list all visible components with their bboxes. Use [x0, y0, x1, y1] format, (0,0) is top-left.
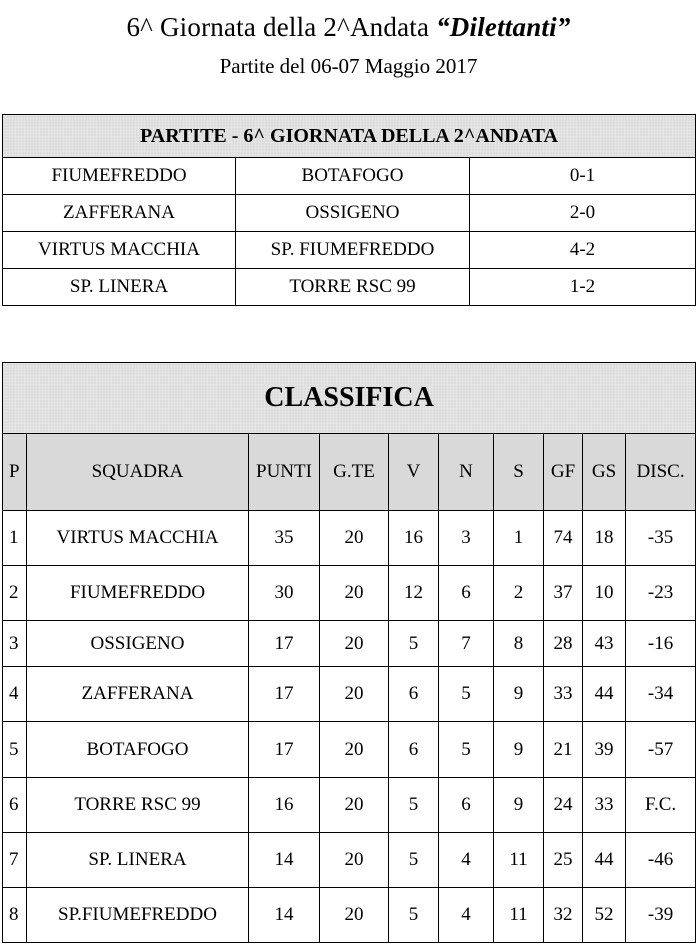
- cell-points: 17: [249, 667, 320, 722]
- match-home: ZAFFERANA: [3, 195, 236, 232]
- col-header-draws: N: [439, 434, 494, 511]
- match-score: 4-2: [470, 232, 696, 269]
- cell-played: 20: [320, 722, 389, 778]
- page-subtitle: Partite del 06-07 Maggio 2017: [219, 54, 478, 78]
- match-away: TORRE RSC 99: [236, 269, 470, 306]
- cell-points: 35: [249, 511, 320, 566]
- cell-losses: 9: [494, 667, 544, 722]
- title-emphasis: “Dilettanti”: [436, 12, 571, 42]
- cell-goals-against: 52: [583, 888, 626, 943]
- match-home: FIUMEFREDDO: [3, 158, 236, 195]
- cell-goals-against: 18: [583, 511, 626, 566]
- match-row: [3, 269, 696, 306]
- cell-position: 2: [3, 566, 27, 621]
- cell-position: 1: [3, 511, 27, 566]
- cell-goals-for: 21: [544, 722, 583, 778]
- cell-points: 30: [249, 566, 320, 621]
- match-away: BOTAFOGO: [236, 158, 470, 195]
- cell-wins: 5: [389, 621, 439, 667]
- cell-wins: 6: [389, 722, 439, 778]
- cell-goals-for: 25: [544, 833, 583, 888]
- col-header-goals-for: GF: [544, 434, 583, 511]
- match-row: [3, 158, 696, 195]
- cell-draws: 7: [439, 621, 494, 667]
- cell-wins: 5: [389, 833, 439, 888]
- standings-row: [3, 621, 696, 667]
- match-row: [3, 232, 696, 269]
- match-away: SP. FIUMEFREDDO: [236, 232, 470, 269]
- standings-row: [3, 566, 696, 621]
- cell-wins: 5: [389, 888, 439, 943]
- cell-goals-against: 33: [583, 778, 626, 833]
- standings-table: [2, 362, 696, 943]
- cell-losses: 11: [494, 833, 544, 888]
- cell-team: SP. LINERA: [27, 833, 249, 888]
- cell-team: BOTAFOGO: [27, 722, 249, 778]
- cell-goals-for: 24: [544, 778, 583, 833]
- cell-losses: 11: [494, 888, 544, 943]
- standings-row: [3, 778, 696, 833]
- match-row: [3, 195, 696, 232]
- cell-discipline: -39: [626, 888, 696, 943]
- cell-played: 20: [320, 833, 389, 888]
- cell-goals-against: 44: [583, 833, 626, 888]
- cell-goals-against: 44: [583, 667, 626, 722]
- col-header-team: SQUADRA: [27, 434, 249, 511]
- title-text: 6^ Giornata della 2^Andata: [126, 12, 437, 42]
- cell-played: 20: [320, 888, 389, 943]
- cell-played: 20: [320, 621, 389, 667]
- cell-losses: 9: [494, 722, 544, 778]
- cell-team: FIUMEFREDDO: [27, 566, 249, 621]
- cell-goals-for: 33: [544, 667, 583, 722]
- standings-row: [3, 888, 696, 943]
- cell-draws: 6: [439, 778, 494, 833]
- cell-points: 14: [249, 833, 320, 888]
- cell-position: 6: [3, 778, 27, 833]
- cell-goals-for: 28: [544, 621, 583, 667]
- cell-wins: 5: [389, 778, 439, 833]
- col-header-losses: S: [494, 434, 544, 511]
- cell-discipline: -35: [626, 511, 696, 566]
- cell-goals-against: 10: [583, 566, 626, 621]
- cell-draws: 5: [439, 667, 494, 722]
- cell-played: 20: [320, 511, 389, 566]
- cell-discipline: F.C.: [626, 778, 696, 833]
- cell-played: 20: [320, 566, 389, 621]
- cell-played: 20: [320, 778, 389, 833]
- cell-team: SP.FIUMEFREDDO: [27, 888, 249, 943]
- cell-losses: 8: [494, 621, 544, 667]
- match-score: 2-0: [470, 195, 696, 232]
- cell-losses: 2: [494, 566, 544, 621]
- standings-header-row: [3, 434, 696, 511]
- cell-points: 17: [249, 722, 320, 778]
- cell-discipline: -34: [626, 667, 696, 722]
- cell-position: 5: [3, 722, 27, 778]
- cell-discipline: -57: [626, 722, 696, 778]
- standings-row: [3, 667, 696, 722]
- cell-goals-for: 37: [544, 566, 583, 621]
- cell-points: 14: [249, 888, 320, 943]
- matches-heading: PARTITE - 6^ GIORNATA DELLA 2^ANDATA: [3, 115, 696, 158]
- col-header-goals-against: GS: [583, 434, 626, 511]
- match-home: VIRTUS MACCHIA: [3, 232, 236, 269]
- cell-points: 17: [249, 621, 320, 667]
- col-header-discipline: DISC.: [626, 434, 696, 511]
- cell-position: 3: [3, 621, 27, 667]
- cell-wins: 6: [389, 667, 439, 722]
- cell-position: 8: [3, 888, 27, 943]
- cell-draws: 4: [439, 888, 494, 943]
- col-header-points: PUNTI: [249, 434, 320, 511]
- col-header-wins: V: [389, 434, 439, 511]
- standings-row: [3, 833, 696, 888]
- cell-position: 7: [3, 833, 27, 888]
- cell-points: 16: [249, 778, 320, 833]
- matches-table: [2, 114, 696, 306]
- cell-team: OSSIGENO: [27, 621, 249, 667]
- col-header-played: G.TE: [320, 434, 389, 511]
- match-score: 1-2: [470, 269, 696, 306]
- cell-team: VIRTUS MACCHIA: [27, 511, 249, 566]
- cell-wins: 16: [389, 511, 439, 566]
- standings-row: [3, 722, 696, 778]
- cell-goals-against: 43: [583, 621, 626, 667]
- standings-row: [3, 511, 696, 566]
- cell-draws: 6: [439, 566, 494, 621]
- cell-discipline: -46: [626, 833, 696, 888]
- cell-losses: 9: [494, 778, 544, 833]
- cell-goals-against: 39: [583, 722, 626, 778]
- cell-wins: 12: [389, 566, 439, 621]
- cell-draws: 4: [439, 833, 494, 888]
- cell-position: 4: [3, 667, 27, 722]
- cell-team: TORRE RSC 99: [27, 778, 249, 833]
- match-away: OSSIGENO: [236, 195, 470, 232]
- cell-played: 20: [320, 667, 389, 722]
- cell-goals-for: 74: [544, 511, 583, 566]
- cell-draws: 3: [439, 511, 494, 566]
- cell-losses: 1: [494, 511, 544, 566]
- cell-discipline: -23: [626, 566, 696, 621]
- page-title: [0, 12, 697, 43]
- cell-discipline: -16: [626, 621, 696, 667]
- cell-goals-for: 32: [544, 888, 583, 943]
- cell-team: ZAFFERANA: [27, 667, 249, 722]
- standings-heading: CLASSIFICA: [3, 363, 696, 434]
- match-home: SP. LINERA: [3, 269, 236, 306]
- match-score: 0-1: [470, 158, 696, 195]
- cell-draws: 5: [439, 722, 494, 778]
- col-header-position: P: [3, 434, 27, 511]
